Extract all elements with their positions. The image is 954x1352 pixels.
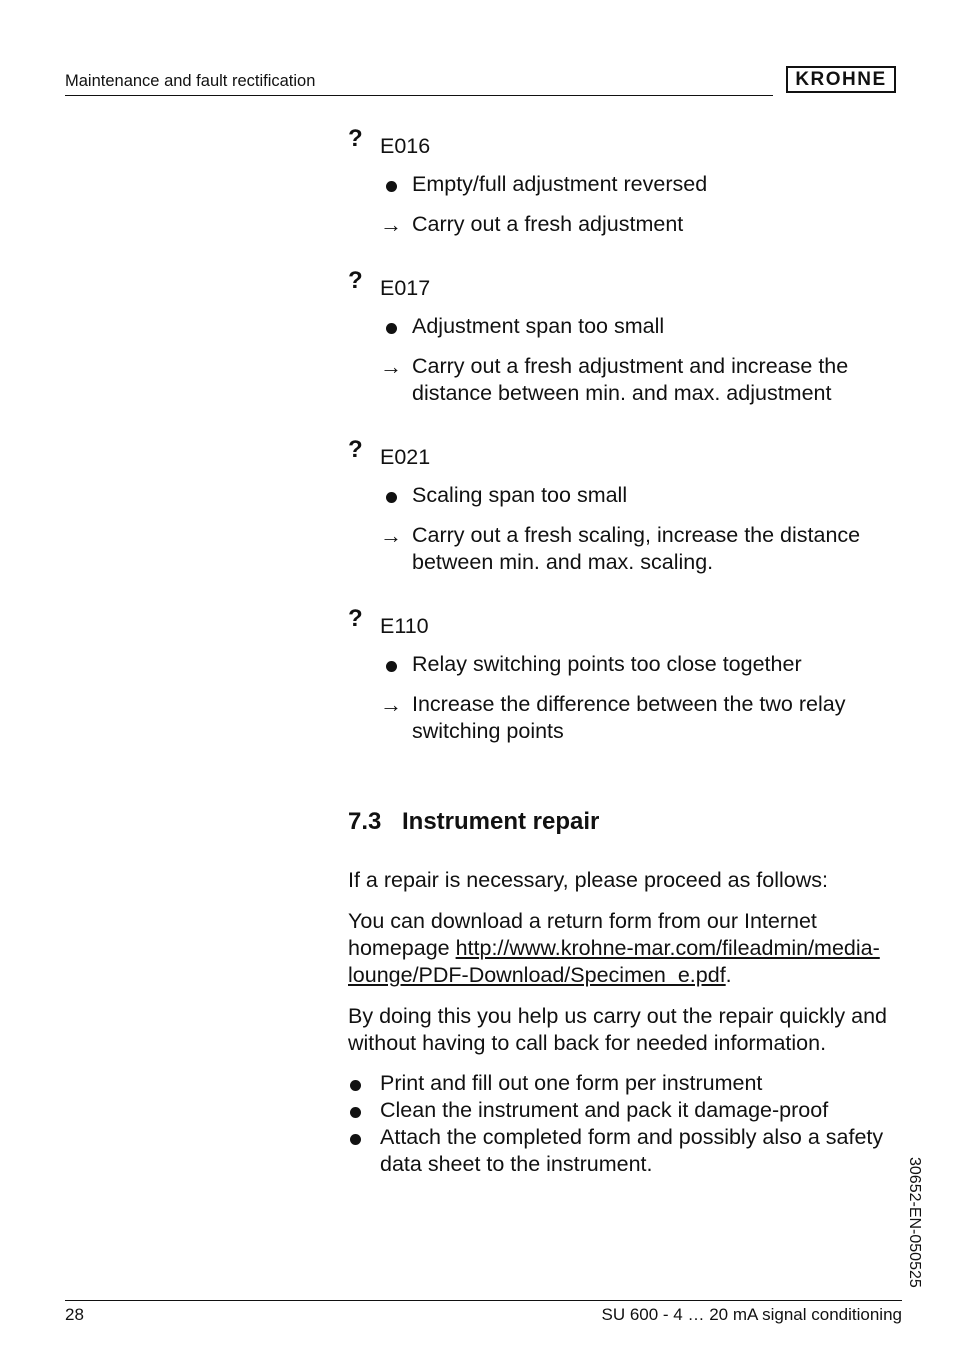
cause-text: Scaling span too small bbox=[412, 483, 628, 507]
error-heading bbox=[348, 605, 908, 640]
arrow-right-icon: → bbox=[380, 523, 402, 548]
error-remedy bbox=[348, 353, 908, 407]
download-end: . bbox=[725, 963, 732, 987]
cause-text: Adjustment span too small bbox=[412, 314, 665, 338]
main-content bbox=[348, 125, 908, 1178]
error-code: E021 bbox=[380, 445, 431, 469]
section-number: 7.3 bbox=[348, 808, 382, 835]
error-block-e016 bbox=[348, 125, 908, 238]
error-cause bbox=[348, 171, 908, 198]
header-title: Maintenance and fault rectification bbox=[65, 72, 316, 90]
error-remedy bbox=[348, 522, 908, 576]
error-code: E016 bbox=[380, 134, 431, 158]
bullet-icon bbox=[386, 661, 397, 672]
cause-text: Relay switching points too close together bbox=[412, 652, 802, 676]
question-icon: ? bbox=[348, 436, 363, 463]
arrow-right-icon: → bbox=[380, 212, 402, 237]
error-remedy bbox=[348, 691, 908, 745]
list-item bbox=[348, 1097, 908, 1124]
error-heading bbox=[348, 267, 908, 302]
remedy-text: Carry out a fresh adjustment and increase the distance between min. and max. adjustment bbox=[412, 354, 849, 405]
error-remedy bbox=[348, 211, 908, 238]
help-paragraph: By doing this you help us carry out the repair quickly and without having to call back for needed information. bbox=[348, 1004, 887, 1055]
arrow-right-icon: → bbox=[380, 354, 402, 379]
error-cause bbox=[348, 482, 908, 509]
bullet-icon bbox=[386, 181, 397, 192]
bullet-icon bbox=[386, 492, 397, 503]
krohne-logo: KROHNE bbox=[786, 66, 896, 93]
question-icon: ? bbox=[348, 125, 363, 152]
question-icon: ? bbox=[348, 605, 363, 632]
download-link[interactable]: http://www.krohne-mar.com/fileadmin/media-lounge/PDF-Download/Specimen_e.pdf bbox=[348, 936, 880, 987]
list-item bbox=[348, 1124, 908, 1178]
footer-title: SU 600 - 4 … 20 mA signal conditioning bbox=[601, 1305, 902, 1324]
header-rule bbox=[65, 95, 773, 96]
bullet-icon bbox=[350, 1080, 361, 1091]
list-item-text: Print and fill out one form per instrument bbox=[380, 1071, 763, 1095]
list-item-text: Clean the instrument and pack it damage-proof bbox=[380, 1098, 829, 1122]
error-cause bbox=[348, 313, 908, 340]
download-paragraph bbox=[348, 908, 908, 989]
remedy-text: Carry out a fresh scaling, increase the distance between min. and max. scaling. bbox=[412, 523, 861, 574]
remedy-text: Increase the difference between the two relay switching points bbox=[412, 692, 846, 743]
cause-text: Empty/full adjustment reversed bbox=[412, 172, 708, 196]
error-code: E110 bbox=[380, 614, 429, 638]
bullet-icon bbox=[350, 1107, 361, 1118]
arrow-right-icon: → bbox=[380, 692, 402, 717]
error-heading bbox=[348, 436, 908, 471]
error-block-e017 bbox=[348, 267, 908, 407]
document-code: 30652-EN-050525 bbox=[906, 1157, 923, 1288]
footer-rule bbox=[65, 1300, 902, 1301]
error-code: E017 bbox=[380, 276, 431, 300]
intro-paragraph: If a repair is necessary, please proceed as follows: bbox=[348, 868, 829, 892]
section-heading bbox=[348, 807, 908, 837]
error-block-e110 bbox=[348, 605, 908, 745]
list-item bbox=[348, 1070, 908, 1097]
remedy-text: Carry out a fresh adjustment bbox=[412, 212, 684, 236]
bullet-icon bbox=[386, 323, 397, 334]
download-text: You can download a return form from our Internet homepage bbox=[348, 909, 817, 960]
repair-steps-list bbox=[348, 1070, 908, 1178]
list-item-text: Attach the completed form and possibly also a safety data sheet to the instrument. bbox=[380, 1125, 884, 1176]
question-icon: ? bbox=[348, 267, 363, 294]
section-title: Instrument repair bbox=[402, 808, 600, 835]
error-block-e021 bbox=[348, 436, 908, 576]
page-number: 28 bbox=[65, 1305, 84, 1324]
error-heading bbox=[348, 125, 908, 160]
error-cause bbox=[348, 651, 908, 678]
bullet-icon bbox=[350, 1134, 361, 1145]
